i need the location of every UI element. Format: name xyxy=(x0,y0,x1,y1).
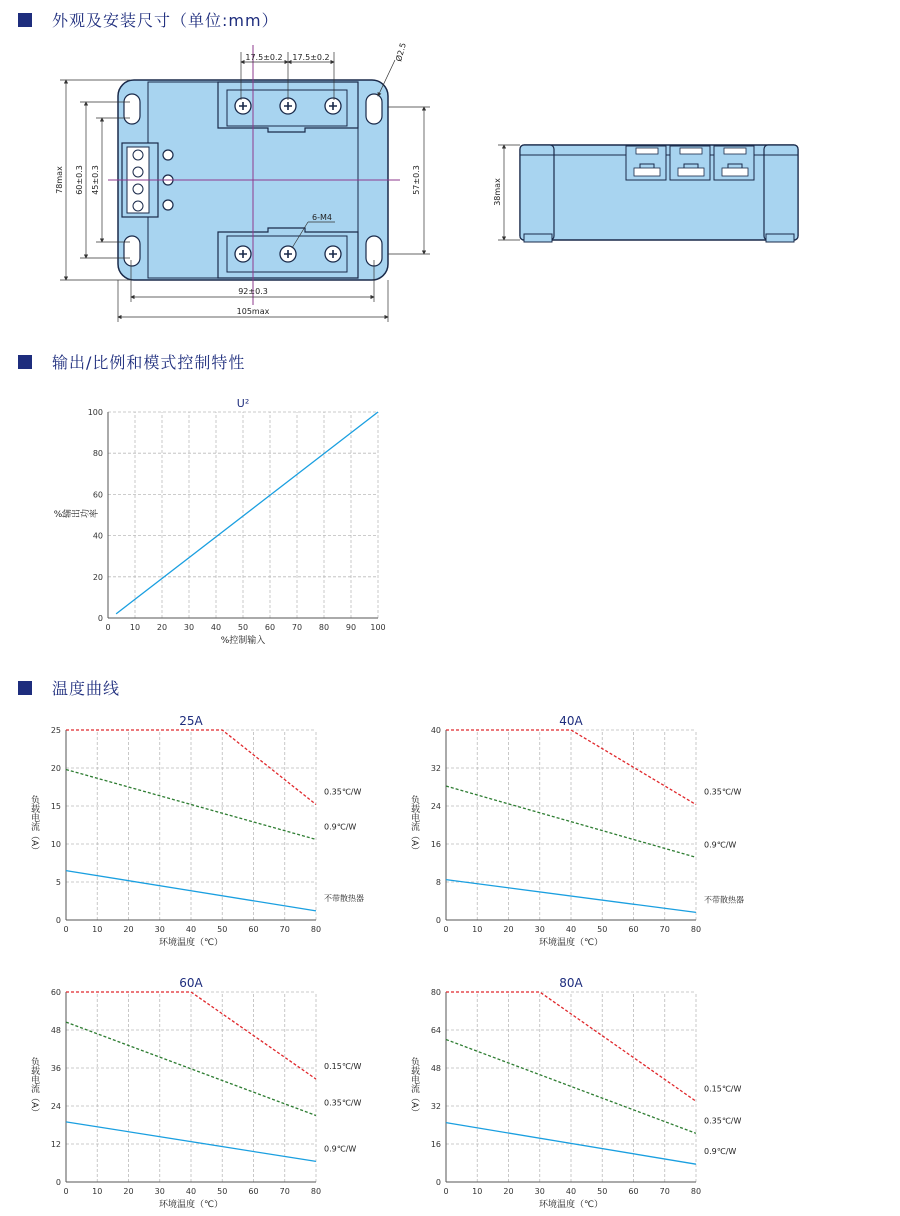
chart-title: 60A xyxy=(179,976,203,990)
dim-m4: 6-M4 xyxy=(312,213,332,222)
y-tick-label: 64 xyxy=(430,1026,441,1035)
y-tick-label: 40 xyxy=(92,531,103,541)
section-header-dimensions xyxy=(18,8,279,31)
y-tick-label: 80 xyxy=(430,988,441,997)
y-tick-label: 32 xyxy=(430,764,441,773)
x-tick-label: 100 xyxy=(370,623,386,632)
dim-17-5-b: 17.5±0.2 xyxy=(292,53,330,62)
x-tick-label: 50 xyxy=(217,1187,228,1196)
y-tick-label: 0 xyxy=(435,1178,441,1187)
y-axis-label: 负载电流（A） xyxy=(409,1056,419,1118)
x-tick-label: 40 xyxy=(185,925,197,934)
x-tick-label: 0 xyxy=(63,1187,69,1196)
x-tick-label: 70 xyxy=(659,1187,670,1196)
side-view-drawing xyxy=(490,130,810,250)
x-tick-label: 30 xyxy=(183,623,195,632)
x-axis-label: 环境温度（℃） xyxy=(158,1200,224,1210)
dim-105: 105max xyxy=(236,307,270,316)
x-tick-label: 30 xyxy=(534,1187,545,1196)
y-axis-label: 负载电流（A） xyxy=(29,1056,39,1118)
y-tick-label: 15 xyxy=(50,802,61,811)
side-terminals xyxy=(626,146,754,180)
section-header-temperature xyxy=(18,676,120,699)
x-tick-label: 20 xyxy=(503,925,514,934)
y-tick-label: 0 xyxy=(435,916,441,925)
x-tick-label: 10 xyxy=(92,925,103,934)
temp-chart-40a xyxy=(400,700,760,950)
x-tick-label: 70 xyxy=(279,1187,290,1196)
x-tick-label: 80 xyxy=(310,1187,322,1196)
x-tick-label: 80 xyxy=(318,623,330,632)
x-tick-label: 20 xyxy=(123,925,134,934)
chart-title: 40A xyxy=(559,714,583,728)
series-label: 0.35℃/W xyxy=(324,787,362,797)
series-label: 0.35℃/W xyxy=(704,1116,742,1126)
x-tick-label: 20 xyxy=(503,1187,514,1196)
section-title-temperature: 温度曲线 xyxy=(52,679,121,698)
x-tick-label: 0 xyxy=(105,623,111,632)
y-tick-label: 16 xyxy=(430,1140,441,1149)
y-tick-label: 20 xyxy=(92,572,103,582)
x-tick-label: 20 xyxy=(123,1187,134,1196)
dim-57: 57±0.3 xyxy=(412,165,421,195)
y-tick-label: 60 xyxy=(50,988,61,997)
series-label: 0.9℃/W xyxy=(324,822,357,832)
series-line xyxy=(446,1123,696,1165)
section-square-icon xyxy=(18,13,32,27)
x-tick-label: 10 xyxy=(472,925,483,934)
y-tick-label: 24 xyxy=(50,1102,61,1111)
series-label: 0.9℃/W xyxy=(704,840,737,850)
x-tick-label: 70 xyxy=(291,623,303,632)
x-tick-label: 60 xyxy=(264,623,276,632)
x-tick-label: 30 xyxy=(154,1187,165,1196)
series-label: 0.15℃/W xyxy=(324,1062,362,1072)
x-tick-label: 50 xyxy=(237,623,249,632)
x-tick-label: 90 xyxy=(345,623,357,632)
dim-60: 60±0.3 xyxy=(75,165,84,195)
section-title-output: 输出/比例和模式控制特性 xyxy=(52,353,246,372)
x-tick-label: 60 xyxy=(248,925,259,934)
dim-78: 78max xyxy=(55,166,64,194)
x-tick-label: 60 xyxy=(628,1187,639,1196)
x-tick-label: 70 xyxy=(279,925,290,934)
dim-17-5-a: 17.5±0.2 xyxy=(245,53,283,62)
x-tick-label: 50 xyxy=(597,1187,608,1196)
x-axis-label: 环境温度（℃） xyxy=(158,938,224,948)
x-tick-label: 40 xyxy=(565,1187,577,1196)
y-tick-label: 48 xyxy=(430,1064,441,1073)
section-title-dimensions: 外观及安装尺寸（单位:mm） xyxy=(52,11,279,30)
series-line xyxy=(446,786,696,857)
y-tick-label: 25 xyxy=(50,726,61,735)
series-label: 0.35℃/W xyxy=(704,787,742,797)
series-label: 0.35℃/W xyxy=(324,1098,362,1108)
x-tick-label: 10 xyxy=(129,623,141,632)
chart-title: 80A xyxy=(559,976,583,990)
y-tick-label: 8 xyxy=(435,878,441,887)
y-tick-label: 32 xyxy=(430,1102,441,1111)
y-tick-label: 20 xyxy=(50,764,61,773)
section-header-output xyxy=(18,350,245,373)
x-tick-label: 40 xyxy=(185,1187,197,1196)
x-tick-label: 10 xyxy=(92,1187,103,1196)
section-square-icon xyxy=(18,681,32,695)
y-tick-label: 24 xyxy=(430,802,441,811)
dim-phi: Ø2.5 xyxy=(394,41,408,63)
output-chart xyxy=(53,380,400,660)
x-tick-label: 0 xyxy=(443,1187,449,1196)
section-square-icon xyxy=(18,355,32,369)
x-tick-label: 50 xyxy=(217,925,228,934)
x-tick-label: 40 xyxy=(210,623,222,632)
dim-38: 38max xyxy=(493,178,502,206)
y-tick-label: 60 xyxy=(92,490,103,500)
x-tick-label: 40 xyxy=(565,925,577,934)
x-tick-label: 80 xyxy=(690,925,702,934)
x-tick-label: 20 xyxy=(156,623,168,632)
y-tick-label: 48 xyxy=(50,1026,61,1035)
series-label: 0.9℃/W xyxy=(324,1144,357,1154)
temp-chart-80a xyxy=(400,962,760,1212)
series-label: 不带散热器 xyxy=(704,895,744,905)
y-tick-label: 10 xyxy=(50,840,61,849)
x-axis-label: %控制输入 xyxy=(220,636,266,646)
y-tick-label: 36 xyxy=(50,1064,61,1073)
y-axis-label: 负载电流（A） xyxy=(409,794,419,856)
x-axis-label: 环境温度（℃） xyxy=(538,938,604,948)
y-tick-label: 0 xyxy=(55,1178,61,1187)
chart-title: 25A xyxy=(179,714,203,728)
x-tick-label: 0 xyxy=(63,925,69,934)
top-view-drawing xyxy=(0,35,460,335)
y-axis-label: %输出功率 xyxy=(53,510,99,520)
x-tick-label: 60 xyxy=(248,1187,259,1196)
x-tick-label: 80 xyxy=(310,925,322,934)
dim-45: 45±0.3 xyxy=(91,165,100,195)
y-tick-label: 0 xyxy=(55,916,61,925)
y-tick-label: 16 xyxy=(430,840,441,849)
x-tick-label: 30 xyxy=(534,925,545,934)
y-axis-label: 负载电流（A） xyxy=(29,794,39,856)
x-tick-label: 50 xyxy=(597,925,608,934)
y-tick-label: 40 xyxy=(430,726,441,735)
x-tick-label: 10 xyxy=(472,1187,483,1196)
dim-92: 92±0.3 xyxy=(238,287,268,296)
x-tick-label: 70 xyxy=(659,925,670,934)
x-tick-label: 80 xyxy=(690,1187,702,1196)
series-label: 不带散热器 xyxy=(324,893,364,903)
series-label: 0.15℃/W xyxy=(704,1084,742,1094)
y-tick-label: 100 xyxy=(87,408,103,417)
x-tick-label: 30 xyxy=(154,925,165,934)
series-line xyxy=(116,412,378,614)
x-axis-label: 环境温度（℃） xyxy=(538,1200,604,1210)
y-tick-label: 0 xyxy=(97,614,103,623)
temp-chart-25a xyxy=(20,700,380,950)
chart-title: U² xyxy=(236,397,250,410)
series-label: 0.9℃/W xyxy=(704,1147,737,1157)
x-tick-label: 0 xyxy=(443,925,449,934)
y-tick-label: 5 xyxy=(55,878,61,887)
y-tick-label: 80 xyxy=(92,449,103,459)
x-tick-label: 60 xyxy=(628,925,639,934)
temp-chart-60a xyxy=(20,962,380,1212)
y-tick-label: 12 xyxy=(50,1140,61,1149)
